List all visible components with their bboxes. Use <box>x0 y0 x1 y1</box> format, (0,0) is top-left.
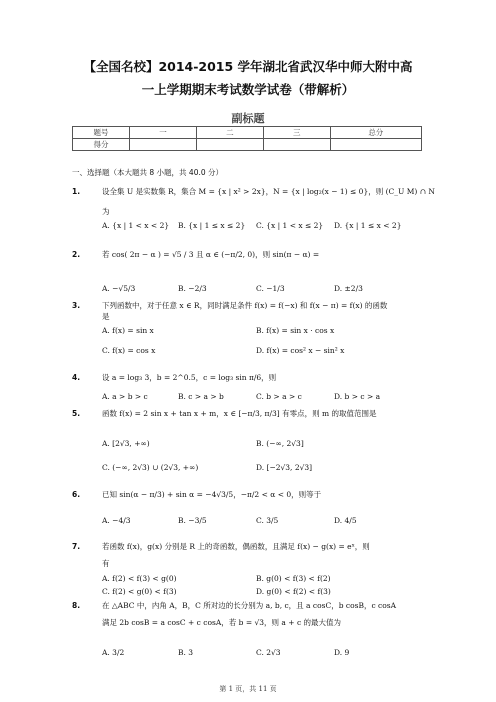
paper-title-line1: 【全国名校】2014-2015 学年湖北省武汉华中师大附中高 <box>83 59 413 74</box>
option-a: A. a > b > c <box>102 392 148 401</box>
question-stem-continued: 是 <box>102 312 110 321</box>
question-stem-continued: 为 <box>102 207 110 216</box>
score-cell <box>263 139 330 151</box>
score-table-score-row <box>73 139 422 151</box>
option-b: B. {x | 1 ≤ x ≤ 2} <box>178 221 246 230</box>
page-footer: 第 1 页，共 11 页 <box>219 685 277 693</box>
question-number: 5. <box>72 409 81 418</box>
question-stem: 若函数 f(x)，g(x) 分别是 R 上的奇函数，偶函数，且满足 f(x) − g(x) = eˣ，则 <box>102 542 370 551</box>
question-number: 3. <box>72 301 81 310</box>
question-stem: 若 cos( 2π − α ) = √5 / 3 且 α ∈ (−π/2, 0)，则 sin(π − α) = <box>102 250 320 259</box>
score-cell: 得分 <box>73 139 130 151</box>
option-d: D. ±2/3 <box>334 284 363 293</box>
question-stem-continued: 有 <box>102 559 110 568</box>
paper-title-line2: 一上学期期末考试数学试卷（带解析） <box>141 82 355 97</box>
score-table <box>72 126 422 151</box>
option-c: C. −1/3 <box>256 284 285 293</box>
score-cell: 二 <box>196 127 263 139</box>
score-cell: 题号 <box>73 127 130 139</box>
option-d: D. [−2√3, 2√3] <box>256 463 313 472</box>
option-d: D. f(x) = cos² x − sin² x <box>256 346 345 355</box>
option-d: D. b > c > a <box>334 392 381 401</box>
option-c: C. f(x) = cos x <box>102 346 156 355</box>
option-c: C. 2√3 <box>256 648 281 657</box>
option-a: A. −4/3 <box>102 516 131 525</box>
option-d: D. {x | 1 ≤ x < 2} <box>334 221 402 230</box>
question-number: 8. <box>72 601 81 610</box>
option-a: A. [2√3, +∞) <box>102 439 150 448</box>
question-stem: 下列函数中，对于任意 x ∈ R，同时满足条件 f(x) = f(−x) 和 f(x − π) = f(x) 的函数 <box>102 301 388 310</box>
option-b: B. (−∞, 2√3] <box>256 439 304 448</box>
question-stem: 设 a = log₃ 3，b = 2^0.5，c = log₃ sin π/6，则 <box>102 373 277 382</box>
option-b: B. g(0) < f(3) < f(2) <box>256 574 331 583</box>
section-heading: 一、选择题（本大题共 8 小题，共 40.0 分） <box>72 168 224 177</box>
question-stem: 设全集 U 是实数集 R，集合 M = {x | x² > 2x}，N = {x | log₂(x − 1) ≤ 0}，则 (C_U M) ∩ N <box>102 187 435 196</box>
option-a: A. f(2) < f(3) < g(0) <box>102 574 177 583</box>
score-cell <box>196 139 263 151</box>
question-number: 4. <box>72 373 81 382</box>
question-number: 6. <box>72 490 81 499</box>
option-a: A. 3/2 <box>102 648 125 657</box>
option-b: B. f(x) = sin x · cos x <box>256 326 335 335</box>
option-a: A. −√5/3 <box>102 284 136 293</box>
option-a: A. f(x) = sin x <box>102 326 154 335</box>
score-cell: 总分 <box>330 127 421 139</box>
option-b: B. 3 <box>178 648 194 657</box>
question-stem: 函数 f(x) = 2 sin x + tan x + m，x ∈ [−π/3, π/3] 有零点，则 m 的取值范围是 <box>102 409 377 418</box>
option-d: D. g(0) < f(2) < f(3) <box>256 587 331 596</box>
score-cell <box>130 139 197 151</box>
option-c: C. (−∞, 2√3) ∪ (2√3, +∞) <box>102 463 199 472</box>
option-a: A. {x | 1 < x < 2} <box>102 221 170 230</box>
option-b: B. c > a > b <box>178 392 224 401</box>
option-d: D. 9 <box>334 648 350 657</box>
score-table-header-row <box>73 127 422 139</box>
score-cell <box>330 139 421 151</box>
question-stem: 在 △ABC 中，内角 A，B，C 所对边的长分别为 a, b, c，且 a cosC，b cosB，c cosA <box>102 601 397 610</box>
option-c: C. f(2) < g(0) < f(3) <box>102 587 177 596</box>
question-number: 1. <box>72 187 81 196</box>
option-d: D. 4/5 <box>334 516 357 525</box>
option-c: C. {x | 1 < x ≤ 2} <box>256 221 324 230</box>
question-number: 7. <box>72 542 81 551</box>
option-b: B. −2/3 <box>178 284 207 293</box>
option-b: B. −3/5 <box>178 516 207 525</box>
score-cell: 三 <box>263 127 330 139</box>
score-cell: 一 <box>130 127 197 139</box>
question-stem-continued: 满足 2b cosB = a cosC + c cosA，若 b = √3，则 a + c 的最大值为 <box>102 618 342 627</box>
option-c: C. 3/5 <box>256 516 279 525</box>
question-stem: 已知 sin(α − π/3) + sin α = −4√3/5，−π/2 < α < 0，则等于 <box>102 490 322 499</box>
paper-subtitle: 副标题 <box>231 112 265 125</box>
option-c: C. b > a > c <box>256 392 302 401</box>
question-number: 2. <box>72 250 81 259</box>
